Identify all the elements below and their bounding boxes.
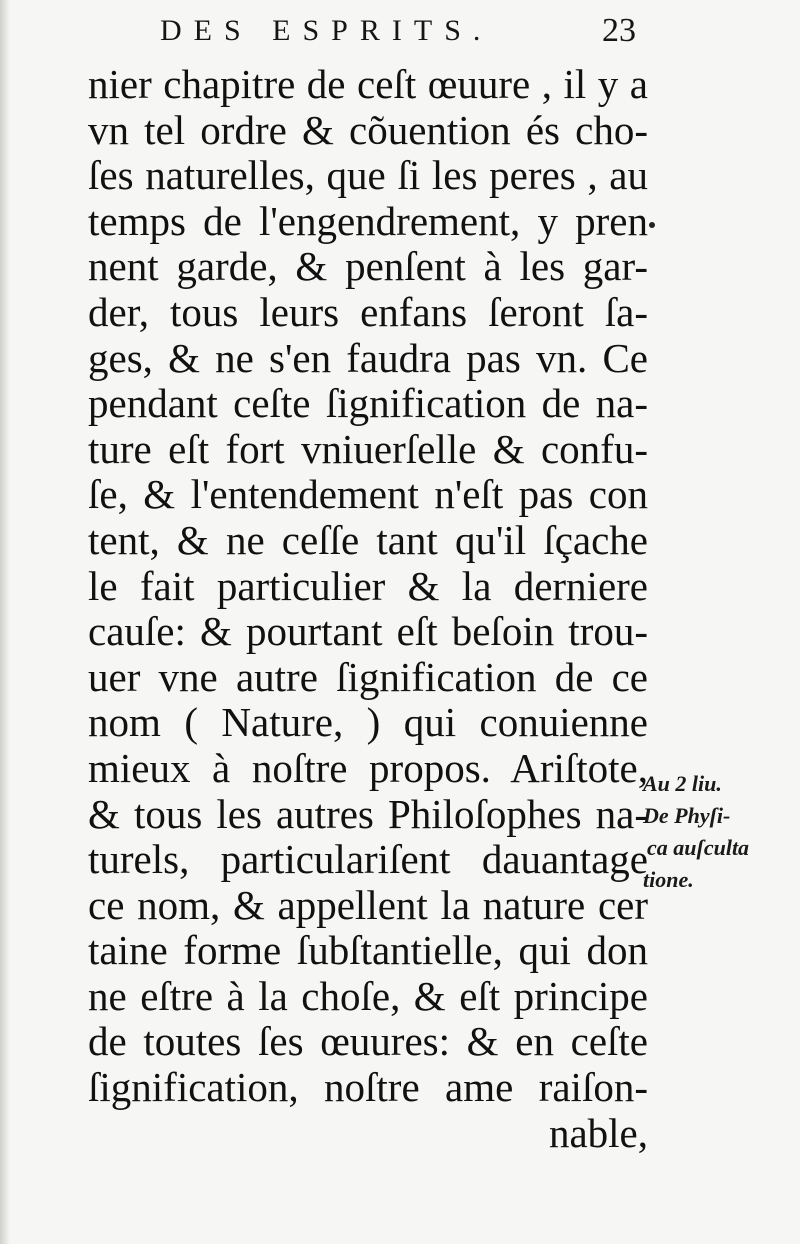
text-line: & tous les autres Philoſophes na- (88, 790, 648, 837)
text-line: nier chapitre de ceſt œuure , il y a (88, 61, 648, 107)
margin-note-line: tione. (643, 867, 694, 892)
page-number: 23 (602, 12, 636, 49)
margin-note-line: Au 2 liu. (643, 771, 722, 796)
text-line: der, tous leurs enfans ſeront ſa- (88, 288, 648, 335)
text-line: cauſe: & pourtant eſt beſoin trou- (88, 608, 648, 655)
text-line: ſe, & l'entendement n'eſt pas con (88, 471, 648, 518)
text-line: tent, & ne ceſſe tant qu'il ſçache (88, 516, 648, 563)
running-title: DES ESPRITS. (160, 14, 493, 47)
text-line: nom ( Nature, ) qui conuienne (88, 699, 648, 746)
margin-note-line: ca auſculta (647, 835, 750, 860)
main-text-block (88, 62, 648, 1156)
text-line: ges, & ne s'en faudra pas vn. Ce (88, 334, 648, 381)
text-line: ture eſt fort vniuerſelle & confu- (88, 425, 648, 472)
text-line: temps de l'engendrement, y pren (88, 197, 648, 244)
margin-note (643, 768, 793, 896)
catchword-line: nable, (548, 1109, 648, 1156)
text-line: mieux à noſtre propos. Ariſtote, (88, 744, 648, 791)
text-line: ce nom, & appellent la nature cer (88, 881, 648, 928)
text-line: uer vne autre ſignification de ce (88, 653, 648, 700)
text-line: ne eſtre à la choſe, & eſt principe (88, 972, 648, 1019)
text-line: ſes naturelles, que ſi les peres , au (88, 152, 648, 199)
text-line: nent garde, & penſent à les gar- (88, 243, 648, 290)
text-line: ſignification, noſtre ame raiſon- (88, 1064, 648, 1111)
text-line: de toutes ſes œuures: & en ceſte (88, 1018, 648, 1065)
text-line: turels, particulariſent dauantage (88, 836, 648, 883)
text-line: taine forme ſubſtantielle, qui don (88, 927, 648, 974)
text-line: pendant ceſte ſignification de na- (88, 380, 648, 427)
margin-note-line: De Phyſi- (643, 803, 731, 828)
text-line: vn tel ordre & cõuention és cho- (88, 106, 648, 153)
margin-dot-mark (649, 222, 655, 228)
text-line: le fait particulier & la derniere (88, 562, 648, 609)
page-gutter-shadow (0, 0, 10, 1244)
